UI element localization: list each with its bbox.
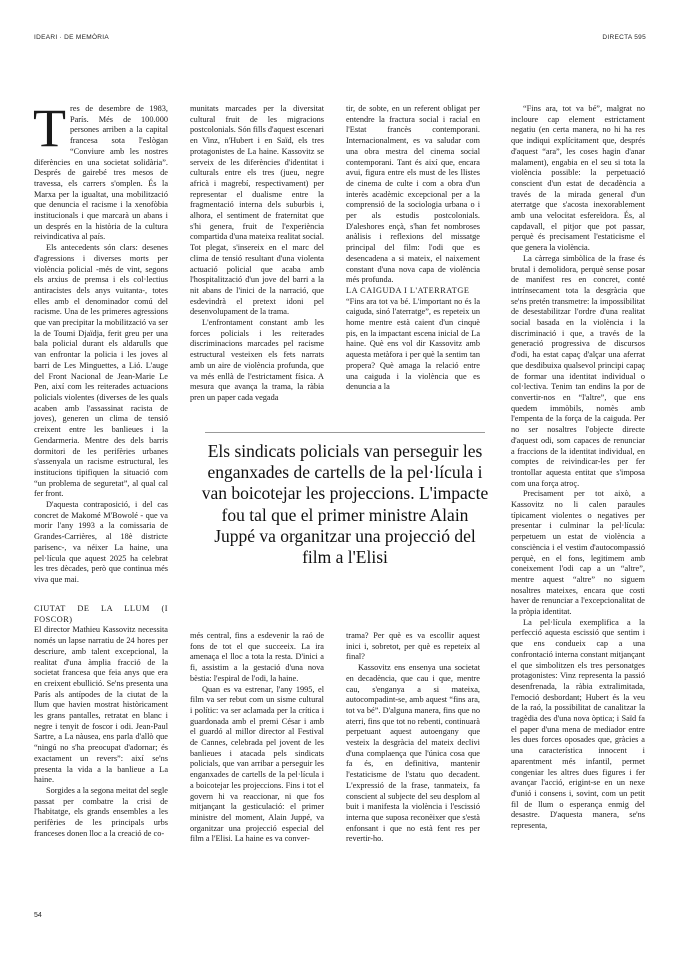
column-3-bottom <box>346 631 480 883</box>
paragraph: La pel·lícula exemplifica a la perfecció aquesta escissió que sentim i que ens condueix cap a una confrontació interna constant mitjançant el que simbolitzen els tres personatges protagonistes: Vinz representa la passió desenfrenada, la ràbia extralimitada, l'emoció desbordant; Hubert és la veu de la raó, la possibilitat de canalitzar la tragèdia des d'una nova òptica; i Saïd fa el paper d'una mena de mediador entre les dues forces oposades que, gràcies a una característica innocent i aparentment més infantil, permet congeniar les altres dues figures i fer avançar l'acció, erigint-se en un nexe d'unió i consens i, sovint, com un petit fil de llum o esperança enmig del desastre. D'aquesta manera, se'ns representa, <box>511 617 645 831</box>
paragraph: Kassovitz ens ensenya una societat en decadència, que cau i que, mentre cau, s'enganya a si mateixa, autocompadint-se, amb aquest “fins ara, tot va bé”. D'alguna manera, fins que no aterri, fins que tot no rebenti, continuarà perpetuant aquest autoengany que vesteix la desgràcia del mateix declivi d'una complaença que l'única cosa que fa és, en definitiva, mantenir l'estaticisme de l'statu quo decadent. L'expressió de la frase, tanmateix, fa conscient al subjecte del seu desplom al buit i manifesta la violència i l'escissió interna que suposa reconèixer que s'està enfonsant i que no està fent res per revertir-ho. <box>346 663 480 844</box>
paragraph: La càrrega simbòlica de la frase és brutal i demolidora, perquè sense posar de manifest res en concret, conté intrínsecament tota la desgràcia que se'ns pretén transmetre: la impossibilitat de desestabilitzar l'ordre d'una realitat social basada en la violència i la discriminació i que, a través de la generació progressiva de discursos d'odi, ha estat capaç d'alçar una aferrat que desdibuixa qualsevol principi capaç de formar una identitat individual o col·lectiva. Tenim tan endins la por de convertir-nos en “l'altre”, que ens quedem immòbils, nomès amb l'empenta de la força de la caiguda. Per no ser nosaltres l'objecte directe d'aquest odi, som capaces de renunciar a fraccions de la identitat individual, en comptes de reivindicar-les per fer trontollar aquesta entitat que s'imposa com una força atroç. <box>511 253 645 488</box>
paragraph: El director Mathieu Kassovitz necessita només un lapse narratiu de 24 hores per descriure, amb talent excepcional, la realitat d'una àmplia fracció de la societat francesa que feia anys que era en creixent ebullició. Se'ns presenta una París als antípodes de la ciutat de la llum que havien mostrat històricament les grans pantalles, retratat en blanc i negre i tenyit de foscor i odi. Jean-Paul Sartre, a La nàusea, ens parla d'allò que “ningú no s'ha preocupat d'adornar; és exactament un revers”: així se'ns presenta la vida a la banlieue a La haine. <box>34 625 168 785</box>
paragraph: D'aquesta contraposició, i del cas concret de Makomé M'Bowolé - que va morir l'any 1993 a la comissaria de Grandes-Carrières, al 18è districte parisenc-, va néixer La haine, una pel·lícula que aquest 2025 ha celebrat les tres dècades, però que continua més viva que mai. <box>34 500 168 584</box>
paragraph: Els antecedents són clars: desenes d'agressions i diverses morts per violència policial -més de vint, segons els arxius de premsa i els col·lectius antiracistes dels anys vuitanta-, totes elles amb el denominador comú del racisme. Una de les primeres agressions que van precipitar la mobilització va ser la de Toumi Djaïdja, ferit greu per una bala policial durant els aldarulls que van enfrontar la policia i les joves al barri de Les Minguettes, a Lió. L'auge del Front Nacional de Jean-Marie Le Pen, així com les reiterades actuacions policials violentes (diverses de les quals acaben amb l'assassinat racista de joves), generen un clima de tensió creixent entre les banlieues i la Gendarmeria. Mentre des dels barris dormitori de les perifèries urbanes s'assenyala un racisme estructural, les institucions tipifiquen la situació com “un problema de seguretat”, al qual cal fer front. <box>34 243 168 499</box>
paragraph: trama? Per què es va escollir aquest inici i, sobretot, per què es repeteix al final? <box>346 631 480 662</box>
paragraph: res de desembre de 1983, París. Més de 100.000 persones arriben a la capital francesa sota l'eslògan “Conviure amb les nostres diferències en una societat solidària”. Després de gairebé tres mesos de travessa, els carrers s'omplen. És la Marxa per la igualtat, una mobilització que denuncia el racisme i la xenofòbia institucionals i que marcarà un abans i un després en la història de la cultura reivindicativa al país. <box>34 104 168 242</box>
paragraph: munitats marcades per la diversitat cultural fruit de les migracions postcolonials. Són fills d'aquest escenari en Vinz, n'Hubert i en Saïd, els tres protagonistes de La haine. Kassovitz se serveix de les diferències d'identitat i culturals entre els tres (jueu, negre africà i magrebí, respectivament) per representar el dualisme entre la fragmentació interna dels suburbis i, alhora, el sentiment de fraternitat que s'hi genera, fruit de l'experiència compartida d'una mateixa realitat social. Tot plegat, s'insereix en el marc del clima de tensió resultant d'una violenta actuació policial que acaba amb l'hospitalització d'un jove del barri a la nit abans de l'inici de la narració, que esdevindrà el pretext idoni pel desenvolupament de la trama. <box>190 104 324 317</box>
column-1-top <box>33 98 168 584</box>
page-number: 54 <box>34 912 42 919</box>
pull-quote: Els sindicats policials van perseguir les enganxades de cartells de la pel·lícula i van boicotejar les projeccions. L'impacte fou tal que el primer ministre Alain Juppé va organitzar una projecció del film a l'Elisi <box>201 441 489 568</box>
paragraph: Precisament per tot això, a Kassovitz no li calen paraules típicament violentes o negatives per presentar i culminar la pel·lícula: perpetuem un estat de violència a consciència i el vestim d'autocompassió perquè, en el fons, legitimem amb coneixement l'odi cap a un “altre”, mentre aquest “altre” no siguem nosaltres mateixes, encara que costi haver de renunciar a l'excepcionalitat de la pròpia identitat. <box>511 489 645 617</box>
column-4 <box>511 104 645 882</box>
subheading: CIUTAT DE LA LLUM (I FOSCOR) <box>34 604 168 624</box>
paragraph: “Fins ara tot va bé. L'important no és la caiguda, sinó l'aterratge”, es repeteix un home mentre està caient d'un cinquè pis, en la impactant escena inicial de La haine. Què ens vol dir Kassovitz amb aquesta metàfora i per què la sentim tan propera? Què amaga la relació entre una caiguda i la violència que es denuncia a la <box>346 296 480 392</box>
pullquote-rule-top <box>205 432 485 433</box>
paragraph: “Fins ara, tot va bé”, malgrat no incloure cap element estrictament negatiu (en certa manera, no hi ha res que indiqui explícitament que, després d'aquest “ara”, les coses hagin d'anar malament), engabia en el seu si tota la violència possible: la perpetuació conscient d'un estat de decadència a través de la mirada general d'un aterratge que s'acosta inexorablement amb una velocitat esfereïdora. És, al capdavall, el pitjor que pot passar, perquè és precisament l'estaticisme el que genera la violència. <box>511 104 645 253</box>
publication-issue: DIRECTA 595 <box>602 34 646 41</box>
paragraph: Quan es va estrenar, l'any 1995, el film va ser rebut com un sisme cultural i polític: va ser aclamada per la crítica i guardonada amb el premi César i amb el guardó al millor director al Festival de Cannes, celebrada pel jovent de les banlieues i atacada pels sindicats policials, que van arribar a perseguir les enganxades de cartells de la pel·lícula i a boicotejar les projeccions. Fins i tot el govern hi va reaccionar, ni que fos mitjançant la gesticulació: el primer ministre del moment, Alain Juppé, va organitzar una projecció especial del film a l'Elisi. La haine es va conver- <box>190 684 324 844</box>
drop-cap: T <box>33 98 66 158</box>
section-label: IDEARI · DE MEMÒRIA <box>34 34 110 41</box>
column-1-bottom <box>34 604 168 882</box>
column-3-top <box>346 104 480 406</box>
column-2-bottom <box>190 631 324 883</box>
subheading: LA CAIGUDA I L'ATERRATGE <box>346 285 470 295</box>
paragraph: L'enfrontament constant amb les forces policials i les reiterades discriminacions marcades pel racisme estructural vesteixen els fets narrats amb un aire de violència profunda, que va més enllà de l'estrictament física. A mesura que avança la trama, la ràbia pren un paper cada vegada <box>190 318 324 402</box>
paragraph: Sorgides a la segona meitat del segle passat per combatre la crisi de l'habitatge, els grands ensembles a les perifèries de les principals urbs franceses donen lloc a la creació de co- <box>34 785 168 838</box>
column-2-top <box>190 104 324 406</box>
paragraph: tir, de sobte, en un referent obligat per entendre la fractura social i racial en l'Estat francès contemporani. Internacionalment, es va saludar com una obra mestra del cinema social contemporani. Tant és així que, encara avui, figura entre els must de les llistes de cinema de culte i com a obra d'un interès acadèmic excepcional per a la comprensió de la sociologia urbana o i per als estudis postcolonials. D'aleshores ençà, s'han fet nombroses anàlisis i reflexions del missatge principal del film: l'odi que es desencadena a si mateix, el naixement constant d'una nova capa de violència més profunda. <box>346 104 480 285</box>
paragraph: més central, fins a esdevenir la raó de fons de tot el que succeeix. La ira amenaça el lloc a tota la resta. D'inici a fi, assistim a la gestació d'una nova bèstia: l'espiral de l'odi, la haine. <box>190 631 324 683</box>
